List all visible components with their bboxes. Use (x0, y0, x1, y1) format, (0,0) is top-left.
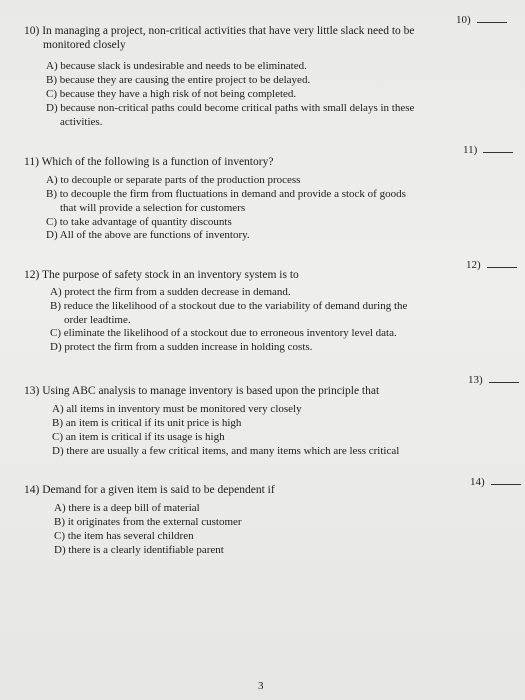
question-14-stem (24, 483, 275, 497)
question-13-option-c: C) an item is critical if its usage is high (52, 431, 225, 443)
question-14-option-b: B) it originates from the external customer (54, 516, 242, 528)
question-14-option-c: C) the item has several children (54, 530, 194, 542)
question-11-option-a: A) to decouple or separate parts of the production process (46, 174, 301, 186)
question-12-option-b: B) reduce the likelihood of a stockout due to the variability of demand during the order leadtime. (50, 300, 408, 326)
question-13-option-a: A) all items in inventory must be monitored very closely (52, 403, 302, 415)
question-12-stem (24, 268, 299, 282)
question-10-option-c: C) because they have a high risk of not being completed. (46, 88, 297, 100)
question-14-text: 14) Demand for a given item is said to be dependent if (24, 484, 275, 496)
question-10-option-b: B) because they are causing the entire project to be delayed. (46, 74, 311, 86)
question-13-option-b: B) an item is critical if its unit price is high (52, 417, 242, 429)
answer-blank-11[interactable]: 11) (463, 144, 513, 156)
answer-blank-10[interactable]: 10) (456, 14, 507, 26)
question-10-text-cont: monitored closely (43, 39, 126, 51)
question-14-option-a: A) there is a deep bill of material (54, 502, 200, 514)
question-13-stem (24, 384, 379, 398)
question-11-option-b: B) to decouple the firm from fluctuations in demand and provide a stock of goods that will provide a selection for customers (46, 188, 406, 214)
question-13-option-d: D) there are usually a few critical items, and many items which are less critical (52, 445, 400, 457)
question-14-option-d: D) there is a clearly identifiable parent (54, 544, 224, 556)
question-11-stem (24, 155, 273, 169)
question-10-text: 10) In managing a project, non-critical activities that have very little slack need to be (24, 25, 415, 37)
question-13-text: 13) Using ABC analysis to manage inventory is based upon the principle that (24, 385, 380, 397)
question-11-option-c: C) to take advantage of quantity discounts (46, 216, 232, 228)
question-11-text: 11) Which of the following is a function of inventory? (24, 156, 274, 168)
page-number: 3 (258, 680, 264, 692)
question-12-option-d: D) protect the firm from a sudden increase in holding costs. (50, 341, 313, 353)
answer-blank-13[interactable]: 13) (468, 374, 519, 386)
question-10-option-d: D) because non-critical paths could become critical paths with small delays in these activities. (46, 102, 415, 128)
answer-blank-12[interactable]: 12) (466, 259, 517, 271)
question-12-text: 12) The purpose of safety stock in an inventory system is to (24, 269, 299, 281)
question-12-option-a: A) protect the firm from a sudden decrease in demand. (50, 286, 291, 298)
answer-blank-14[interactable]: 14) (470, 476, 521, 488)
question-10-option-a: A) because slack is undesirable and needs to be eliminated. (46, 60, 307, 72)
question-11-option-d: D) All of the above are functions of inventory. (46, 229, 250, 241)
question-10-stem (24, 24, 415, 52)
question-12-option-c: C) eliminate the likelihood of a stockout due to erroneous inventory level data. (50, 327, 397, 339)
